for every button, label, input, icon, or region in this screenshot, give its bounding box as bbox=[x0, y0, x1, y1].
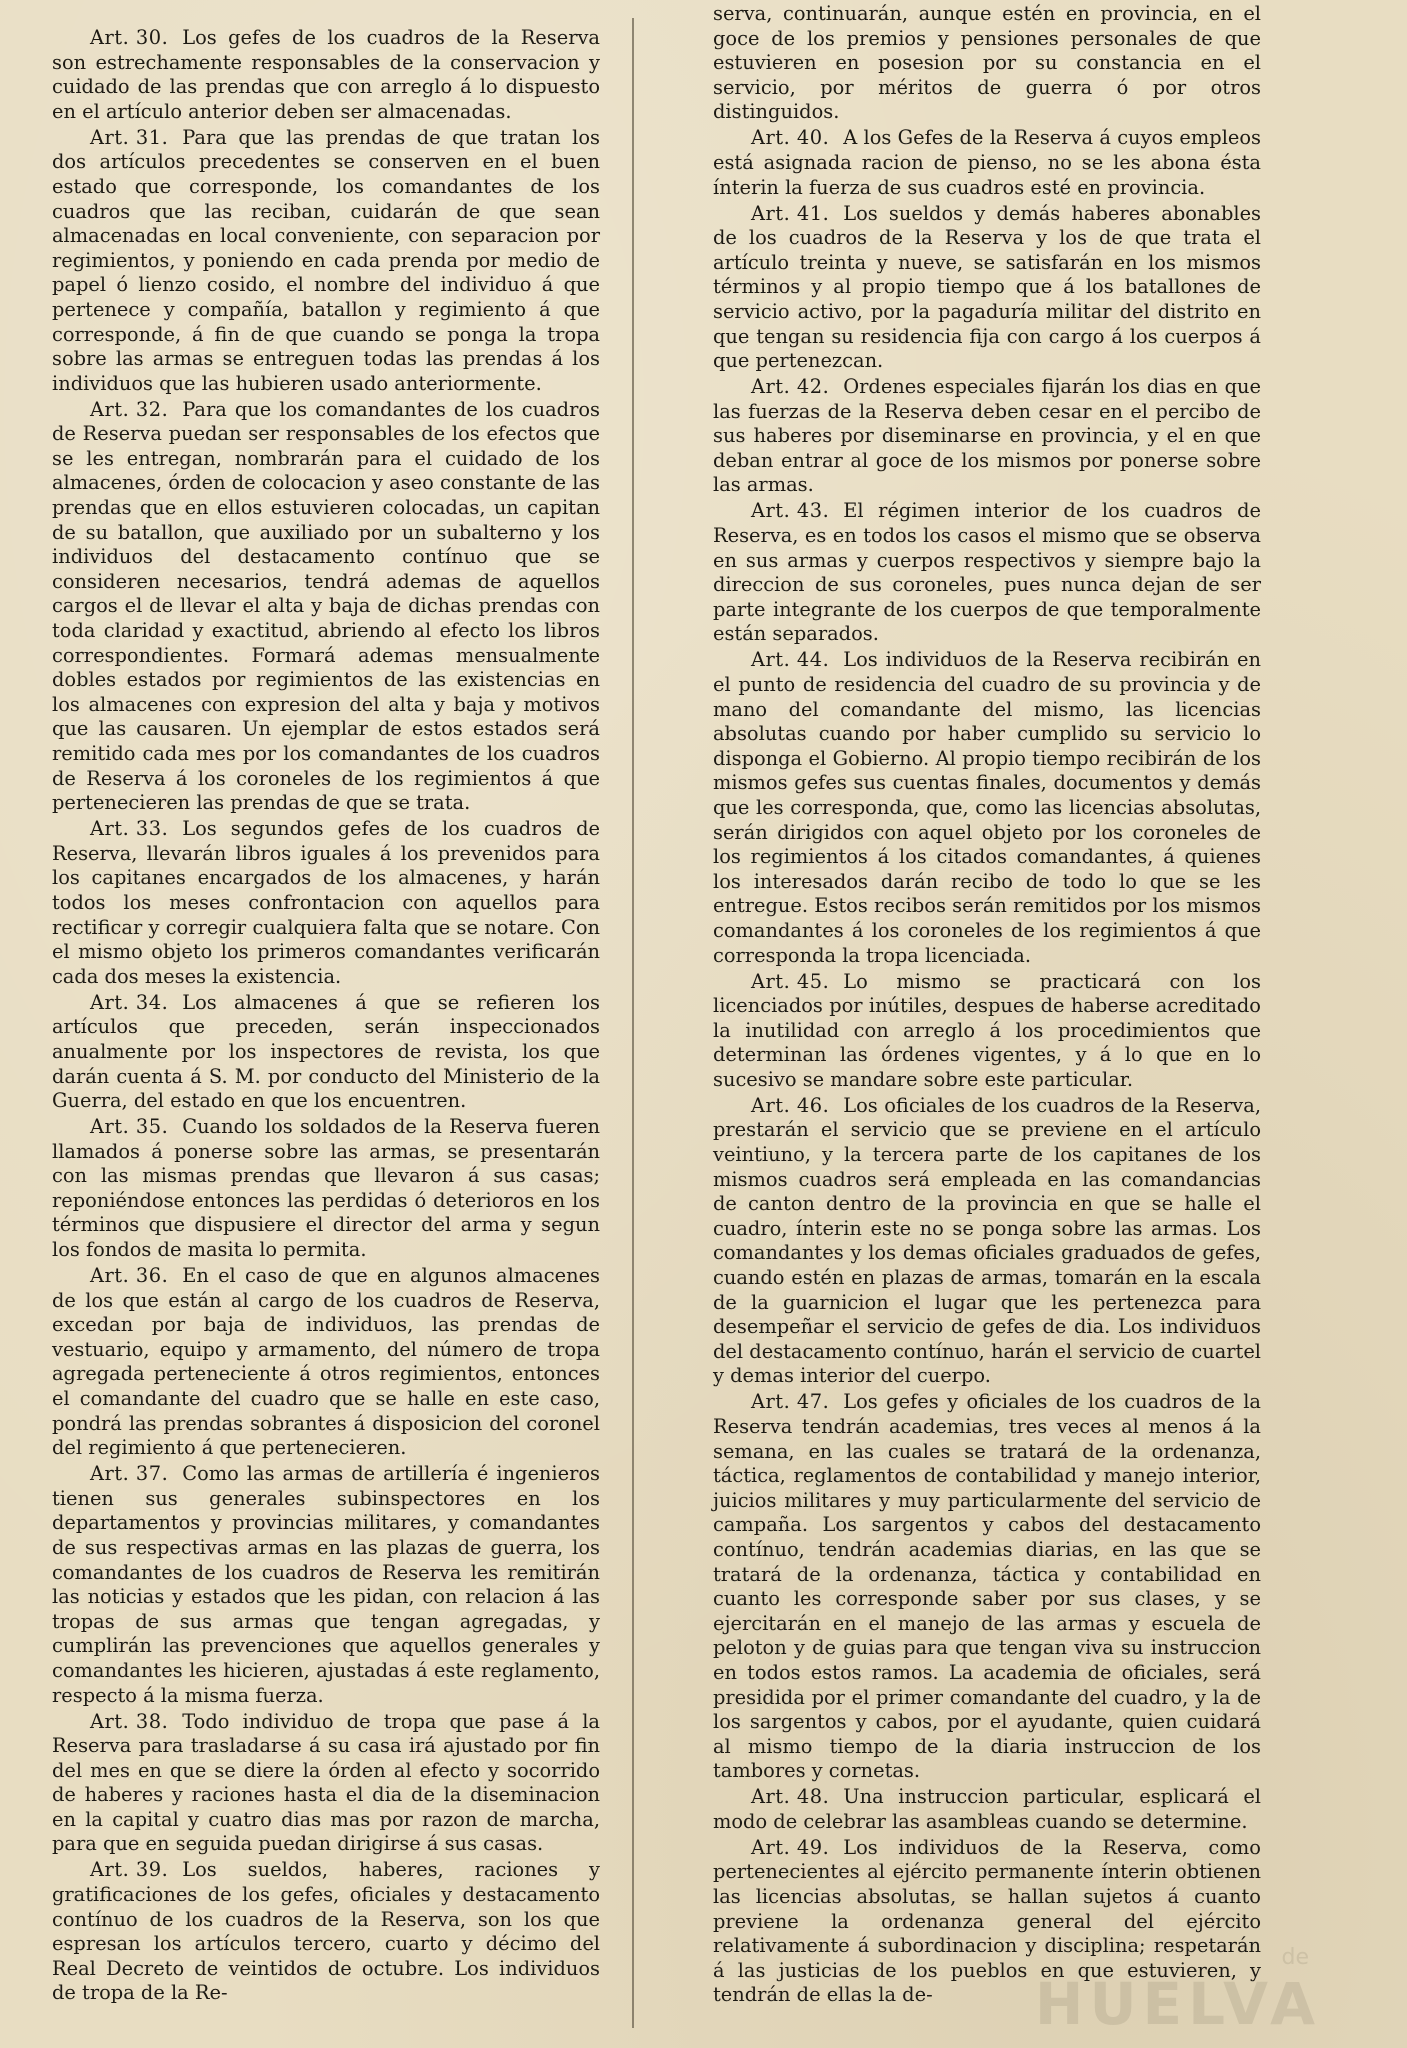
article-35 bbox=[52, 1115, 600, 1263]
article-47 bbox=[713, 1390, 1261, 1784]
article-43 bbox=[713, 499, 1261, 647]
article-38 bbox=[52, 1710, 600, 1858]
article-39-continuation bbox=[713, 2, 1261, 125]
article-text: Los segundos gefes de los cuadros de Reserva, llevarán libros iguales á los prevenidos para los capitanes encargados de los almacenes, y harán todos los meses confrontacion con aquellos para rectificar y corregir cualquiera falta que se notare. Con el mismo objeto los primeros comandantes verificarán cada dos meses la existencia. bbox=[52, 817, 600, 988]
article-42 bbox=[713, 375, 1261, 498]
article-number: Art. 30. bbox=[90, 26, 169, 49]
article-31 bbox=[52, 126, 600, 397]
article-number: Art. 45. bbox=[751, 969, 830, 993]
article-number: Art. 42. bbox=[751, 375, 830, 399]
article-text: Los gefes de los cuadros de la Reserva son estrechamente responsables de la conservacion y cuidado de las prendas que con arreglo á lo dispuesto en el artículo anterior deben ser almacenadas. bbox=[52, 26, 600, 123]
article-text: Los individuos de la Reserva, como pertenecientes al ejército permanente ínterin obtienen las licencias absolutas, se hallan sujetos á cuanto previene la ordenanza general del ejército relativamente á subordinacion y disciplina; respetarán á las justicias de los pueblos en que estuvieren, y tendrán de ellas la de- bbox=[713, 1835, 1261, 2007]
article-48 bbox=[713, 1785, 1261, 1834]
article-text: Los gefes y oficiales de los cuadros de la Reserva tendrán academias, tres veces al menos á la semana, en las cuales se tratará de la ordenanza, táctica, reglamentos de contabilidad y manejo interior, juicios militares y muy particularmente del servicio de campaña. Los sargentos y cabos del destacamento contínuo, tendrán academias diarias, en las que se tratará de la ordenanza, táctica y contabilidad en cuanto les corresponde saber por sus clases, y se ejercitarán en el manejo de las armas y escuela de peloton y de guias para que tengan viva su instruccion en todos estos ramos. La academia de oficiales, será presidida por el primer comandante del cuadro, y la de los sargentos y cabos, por el ayudante, quien cuidará al mismo tiempo de la diaria instruccion de los tambores y cornetas. bbox=[713, 1390, 1261, 1783]
left-column bbox=[52, 26, 600, 2007]
watermark-prefix: de bbox=[1281, 1945, 1309, 1970]
article-text: Como las armas de artillería é ingenieros tienen sus generales subinspectores en los departamentos y provincias militares, y comandantes de sus respectivas armas en las plazas de guerra, los comandantes de los cuadros de Reserva les remitirán las noticias y estados que les pidan, con relacion á las tropas de sus armas que tengan agregadas, y cumplirán las prevenciones que aquellos generales y comandantes les hicieren, ajustadas á este reglamento, respecto á la misma fuerza. bbox=[52, 1462, 600, 1707]
article-text: A los Gefes de la Reserva á cuyos empleos está asignada racion de pienso, no se les abona ésta ínterin la fuerza de sus cuadros esté en provincia. bbox=[713, 126, 1261, 199]
article-32 bbox=[52, 398, 600, 816]
article-text: Los sueldos, haberes, raciones y gratificaciones de los gefes, oficiales y destacamento contínuo de los cuadros de la Reserva, son los que espresan los artículos tercero, cuarto y décimo del Real Decreto de veintidos de octubre. Los individuos de tropa de la Re- bbox=[52, 1858, 600, 2005]
article-number: Art. 43. bbox=[751, 499, 830, 523]
article-text: Los oficiales de los cuadros de la Reserva, prestarán el servicio que se previene en el artículo veintiuno, y la tercera parte de los capitanes de los mismos cuadros será empleada en las comandancias de canton dentro de la provincia en que se halle el cuadro, ínterin este no se ponga sobre las armas. Los comandantes y los demas oficiales graduados de gefes, cuando estén en plazas de armas, tomarán en la escala de la guarnicion el lugar que les pertenezca para desempeñar el servicio de gefes de dia. Los individuos del destacamento contínuo, harán el servicio de cuartel y demas interior del cuerpo. bbox=[713, 1093, 1261, 1388]
article-39 bbox=[52, 1858, 600, 2006]
article-number: Art. 46. bbox=[751, 1093, 830, 1117]
article-number: Art. 48. bbox=[751, 1785, 830, 1809]
article-text: Los almacenes á que se refieren los artículos que preceden, serán inspeccionados anualmente por los inspectores de revista, los que darán cuenta á S. M. por conducto del Ministerio de la Guerra, del estado en que los encuentren. bbox=[52, 990, 600, 1113]
article-number: Art. 33. bbox=[90, 817, 169, 841]
article-text: Todo individuo de tropa que pase á la Reserva para trasladarse á su casa irá ajustado por fin del mes en que se diere la órden al efecto y socorrido de haberes y raciones hasta el dia de la diseminacion en la capital y cuatro dias mas por razon de marcha, para que en seguida puedan dirigirse á sus casas. bbox=[52, 1709, 600, 1856]
article-46 bbox=[713, 1094, 1261, 1389]
article-number: Art. 44. bbox=[751, 648, 830, 672]
article-number: Art. 47. bbox=[751, 1390, 830, 1414]
article-44 bbox=[713, 648, 1261, 968]
article-number: Art. 38. bbox=[90, 1709, 169, 1733]
article-number: Art. 37. bbox=[90, 1462, 169, 1486]
article-number: Art. 32. bbox=[90, 397, 169, 421]
watermark-logo: HUELVA bbox=[1034, 1970, 1321, 2038]
article-text: Para que los comandantes de los cuadros de Reserva puedan ser responsables de los efectos que se les entregan, nombrarán para el cuidado de los almacenes, órden de colocacion y aseo constante de las prendas que en ellos estuvieren colocadas, un capitan de su batallon, que auxiliado por un subalterno y los individuos del destacamento contínuo que se consideren necesarios, tendrá ademas de aquellos cargos el de llevar el alta y baja de dichas prendas con toda claridad y exactitud, abriendo al efecto los libros correspondientes. Formará ademas mensualmente dobles estados por regimientos de las existencias en los almacenes con expresion del alta y baja y motivos que las causaren. Un ejemplar de estos estados será remitido cada mes por los comandantes de los cuadros de Reserva á los coroneles de los regimientos á que pertenecieren las prendas de que se trata. bbox=[52, 397, 600, 815]
article-text: serva, continuarán, aunque estén en provincia, en el goce de los premios y pensiones personales de que estuvieren en posesion por su constancia en el servicio, por méritos de guerra ó por otros distinguidos. bbox=[713, 2, 1261, 124]
article-text: Los sueldos y demás haberes abonables de los cuadros de la Reserva y los de que trata el artículo treinta y nueve, se satisfarán en los mismos términos y al propio tiempo que á los batallones de servicio activo, por la pagaduría militar del distrito en que tengan su residencia fija con cargo á los cuerpos á que pertenezcan. bbox=[713, 201, 1261, 373]
article-text: Los individuos de la Reserva recibirán en el punto de residencia del cuadro de su provincia y de mano del comandante del mismo, las licencias absolutas cuando por haber cumplido su servicio lo disponga el Gobierno. Al propio tiempo recibirán de los mismos gefes sus cuentas finales, documentos y demás que les corresponda, que, como las licencias absolutas, serán dirigidos con aquel objeto por los coroneles de los regimientos á los citados comandantes, á quienes los interesados darán recibo de todo lo que se les entregue. Estos recibos serán remitidos por los mismos comandantes á los coroneles de los regimientos á que corresponda la tropa licenciada. bbox=[713, 648, 1261, 967]
article-text: El régimen interior de los cuadros de Reserva, es en todos los casos el mismo que se observa en sus armas y cuerpos respectivos y siempre bajo la direccion de sus coroneles, pues nunca dejan de ser parte integrante de los cuerpos de que temporalmente están separados. bbox=[713, 499, 1261, 646]
article-40 bbox=[713, 126, 1261, 200]
article-33 bbox=[52, 817, 600, 989]
article-number: Art. 39. bbox=[90, 1858, 169, 1882]
article-number: Art. 41. bbox=[751, 201, 830, 225]
article-37 bbox=[52, 1462, 600, 1708]
article-number: Art. 40. bbox=[751, 126, 830, 150]
article-number: Art. 49. bbox=[751, 1835, 830, 1859]
article-36 bbox=[52, 1264, 600, 1461]
article-text: En el caso de que en algunos almacenes de los que están al cargo de los cuadros de Reserva, excedan por baja de individuos, las prendas de vestuario, equipo y armamento, del número de tropa agregada perteneciente á otros regimientos, entonces el comandante del cuadro que se halle en este caso, pondrá las prendas sobrantes á disposicion del coronel del regimiento á que pertenecieren. bbox=[52, 1264, 600, 1460]
article-45 bbox=[713, 970, 1261, 1093]
right-column bbox=[713, 2, 1261, 2009]
article-text: Una instruccion particular, esplicará el modo de celebrar las asambleas cuando se determine. bbox=[713, 1785, 1261, 1833]
article-text: Cuando los soldados de la Reserva fueren llamados á ponerse sobre las armas, se presentarán con las mismas prendas que llevaron á sus casas; reponiéndose entonces las perdidas ó deterioros en los términos que dispusiere el director del arma y segun los fondos de masita lo permita. bbox=[52, 1115, 600, 1262]
article-text: Lo mismo se practicará con los licenciados por inútiles, despues de haberse acreditado la inutilidad con arreglo á los procedimientos que determinan las órdenes vigentes, y á lo que en lo sucesivo se mandare sobre este particular. bbox=[713, 969, 1261, 1091]
article-34 bbox=[52, 991, 600, 1114]
article-text: Ordenes especiales fijarán los dias en que las fuerzas de la Reserva deben cesar en el percibo de sus haberes por diseminarse en provincia, y el en que deban entrar al goce de los mismos por ponerse sobre las armas. bbox=[713, 375, 1261, 497]
article-text: Para que las prendas de que tratan los dos artículos precedentes se conserven en el buen estado que corresponde, los comandantes de los cuadros que las reciban, cuidarán de que sean almacenadas en local conveniente, con separacion por regimientos, y poniendo en cada prenda por medio de papel ó lienzo cosido, el nombre del individuo á que pertenece y compañía, batallon y regimiento á que corresponde, á fin de que cuando se ponga la tropa sobre las armas se entreguen todas las prendas á los individuos que las hubieren usado anteriormente. bbox=[52, 125, 600, 395]
article-number: Art. 31. bbox=[90, 125, 169, 149]
article-41 bbox=[713, 202, 1261, 374]
article-30 bbox=[52, 26, 600, 124]
article-number: Art. 34. bbox=[90, 990, 169, 1014]
article-number: Art. 35. bbox=[90, 1115, 169, 1139]
article-number: Art. 36. bbox=[90, 1264, 169, 1288]
article-49 bbox=[713, 1836, 1261, 2008]
